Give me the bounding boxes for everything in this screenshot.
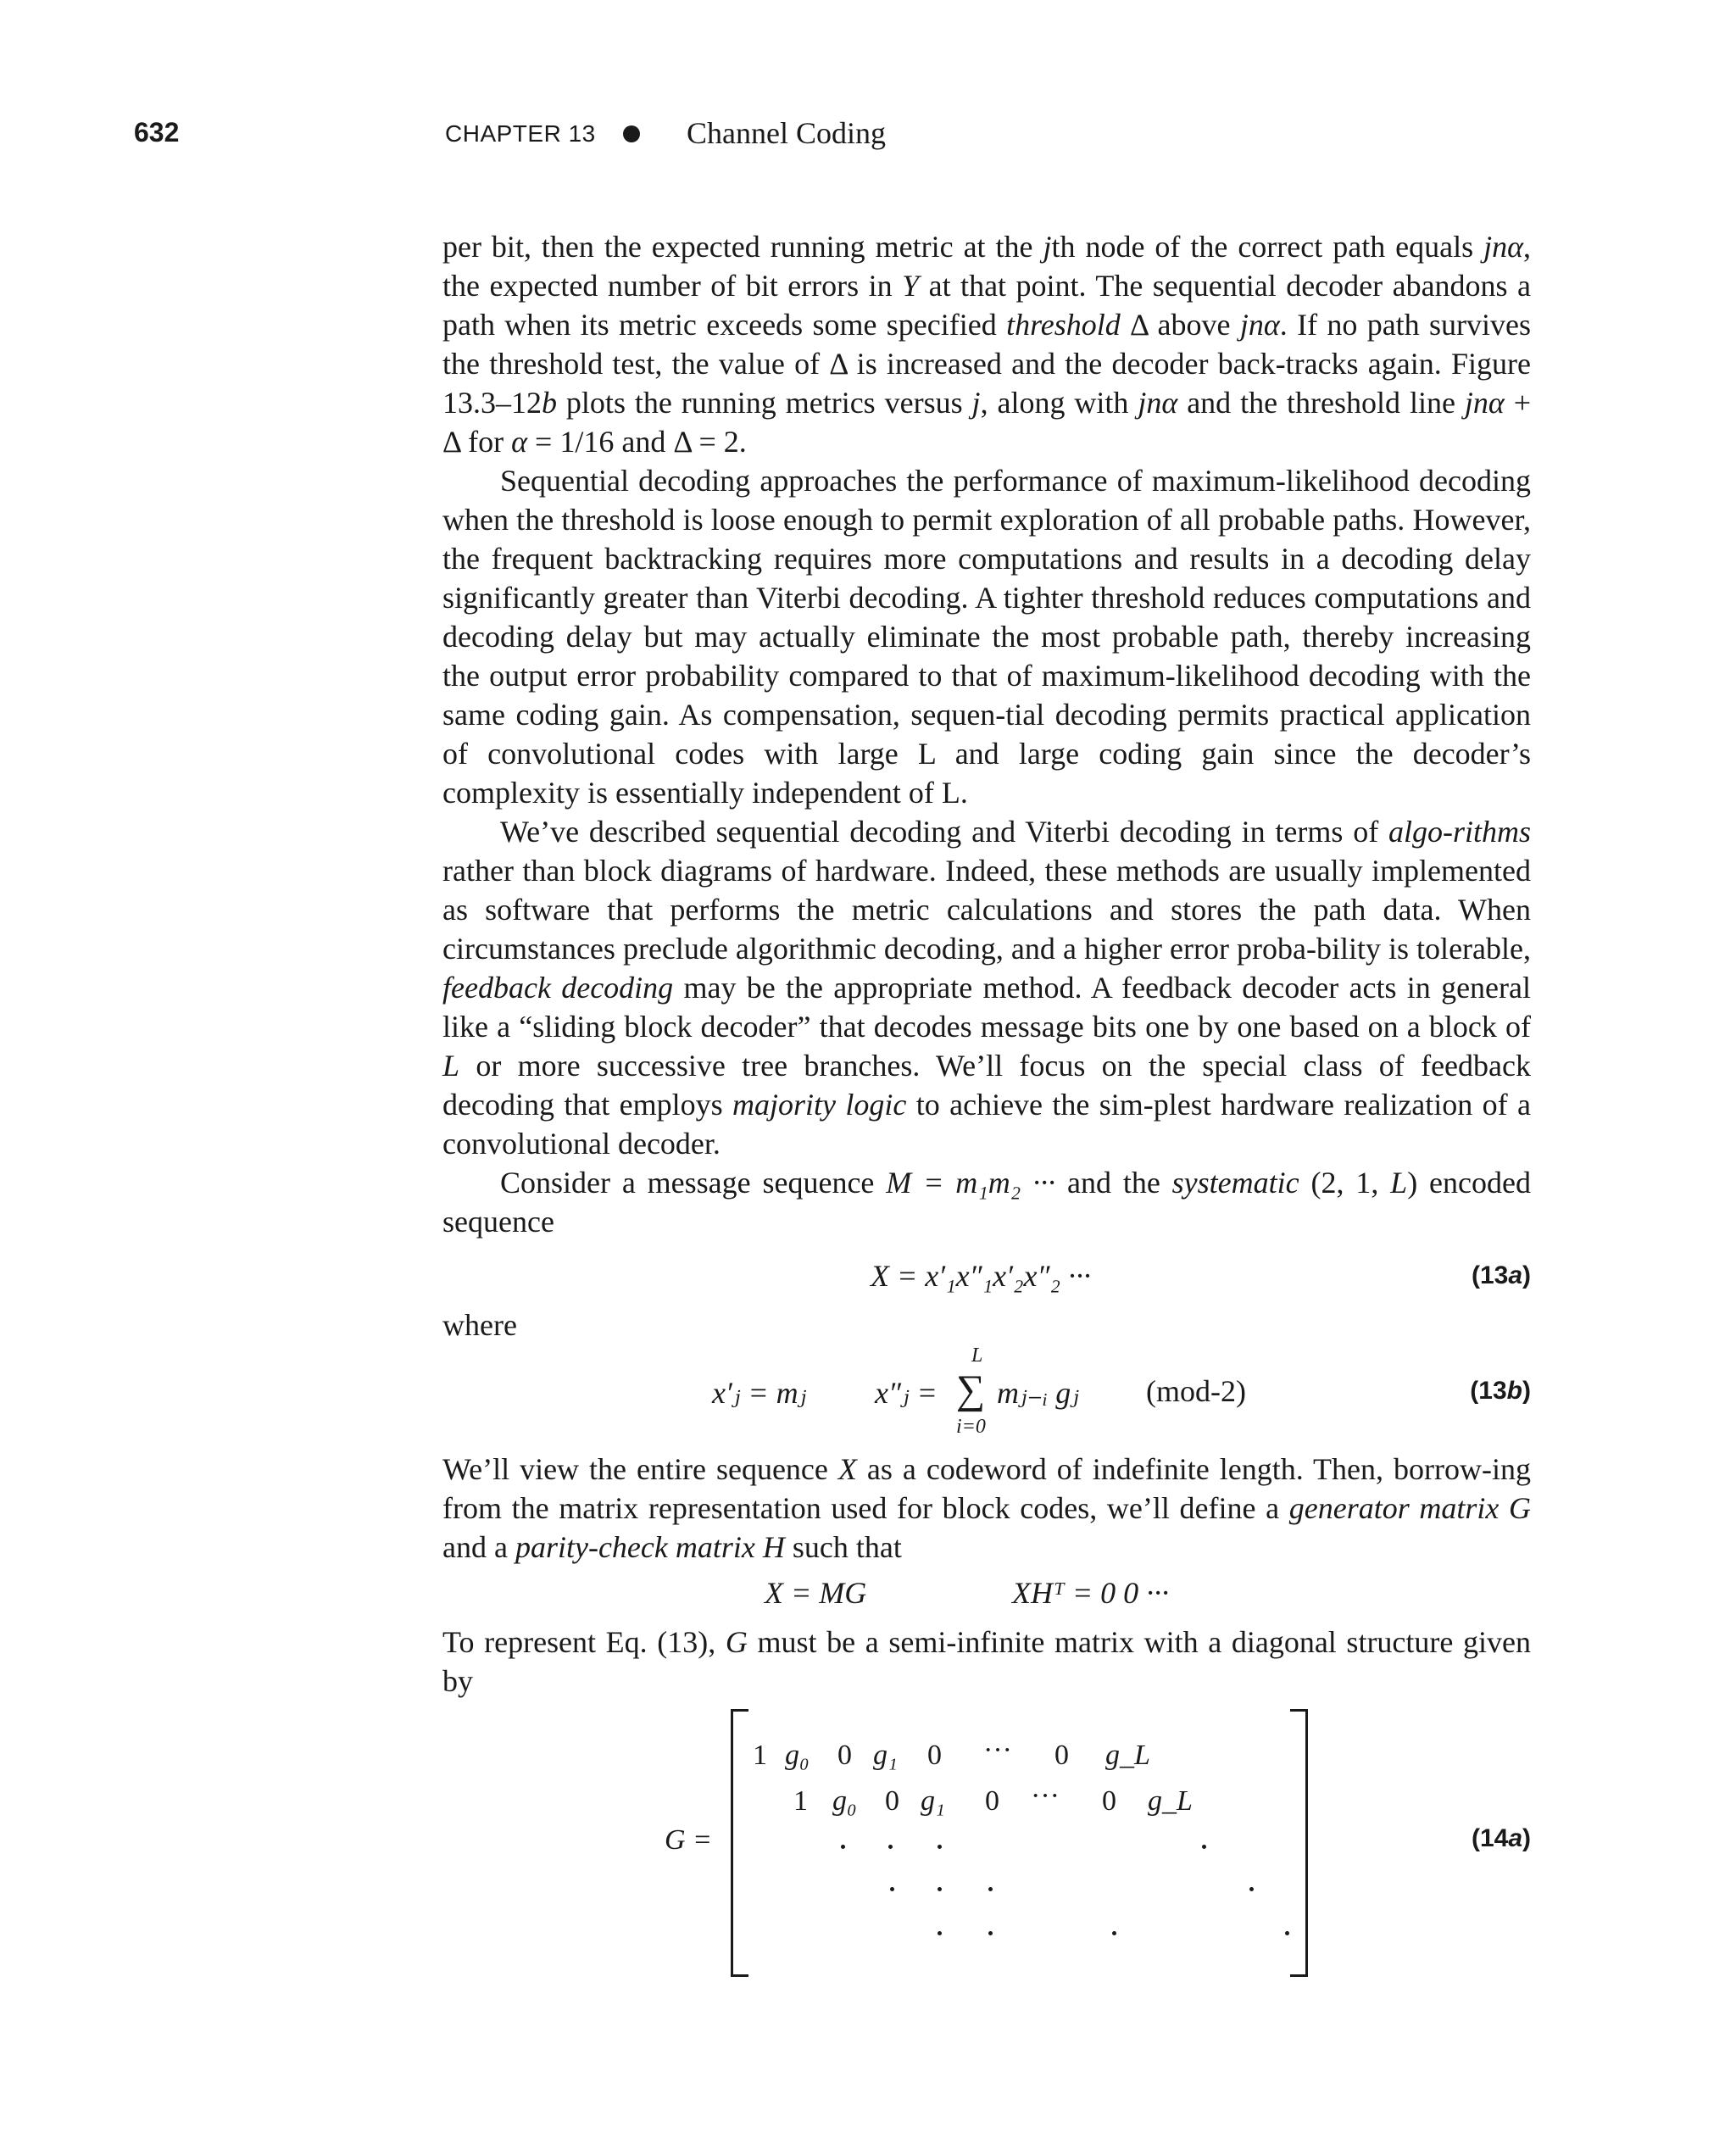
math-jna: jnα [1464,386,1505,420]
text: + Δ for [442,386,1532,459]
paragraph-3 [442,812,1531,1163]
page-body [442,227,1531,1980]
text: as a codeword of indefinite length. Then, borrow-ing from the matrix representation used for block codes, we’ll define a [442,1452,1531,1525]
matrix-lhs: G = [665,1824,712,1856]
text: may be the appropriate method. A feedback decoder acts in general like a “sliding block decoder” that decodes message bits one by one based on a block of [442,971,1531,1044]
text: We’ve described sequential decoding and Viterbi decoding in terms of [500,815,1388,849]
paragraph-1 [442,227,1531,461]
right-bracket [1290,1709,1308,1977]
ellipsis-dot [988,1931,993,1935]
text: = 1/16 and Δ = 2. [527,425,747,459]
math-y: Y [902,269,920,303]
text: or more successive tree branches. We’ll focus on the special class of feedback decoding that employs [442,1049,1531,1122]
paragraph-4 [442,1163,1531,1241]
ellipsis-dot [988,1887,993,1891]
where-text: where [442,1308,517,1342]
ellipsis-dot [938,1931,942,1935]
math-g: G [725,1625,748,1659]
ellipsis-dot [841,1845,845,1849]
text: , the expected number of bit errors in [442,230,1532,303]
ellipsis-dot [938,1845,942,1849]
equation-13a-expr: X = x′₁x″₁x′₂x″₂ ··· [871,1259,1091,1293]
running-title: Channel Coding [687,116,886,150]
text: th node of the correct path equals [1051,230,1484,264]
text: to achieve the sim-plest hardware realization of a convolutional decoder. [442,1088,1531,1161]
ellipsis-dot [890,1887,894,1891]
matrix-cell: g₀ [785,1740,810,1771]
math-l: L [1390,1166,1408,1200]
term-algorithms: algo-rithms [1388,815,1531,849]
text: Δ above [1120,308,1240,342]
matrix-cell: 1 [793,1785,808,1817]
text: To represent Eq. (13), [442,1625,726,1659]
bullet-icon [623,125,640,142]
text: Consider a message sequence [500,1166,887,1200]
ellipsis-dot [1285,1931,1289,1935]
term-feedback-decoding: feedback decoding [442,971,674,1005]
math-jna: jnα [1138,386,1178,420]
summand: mⱼ₋ᵢ gⱼ [997,1376,1079,1410]
text: and the threshold line [1177,386,1465,420]
matrix-cell: 1 [753,1740,767,1771]
equation-x-mg-left: X = MG [765,1576,867,1610]
matrix-cell: 0 [1102,1785,1116,1817]
matrix-cell: 0 [885,1785,899,1817]
math-message-seq: M = m₁m₂ ··· [886,1166,1056,1200]
paragraph-2: Sequential decoding approaches the performance of maximum-likelihood decoding when the threshold is loose enough to permit exploration of all probable paths. However, the frequent backtracking requires more computations and results in a decoding delay significantly greater than Viterbi decoding. A tighter threshold reduces computations and decoding delay but may actually eliminate the most probable path, thereby increasing the output error probability compared to that of maximum-likelihood decoding with the same coding gain. As compensation, sequen-tial decoding permits practical application of convolutional codes with large L and large coding gain since the decoder’s complexity is essentially independent of L. [442,464,1531,810]
text: and a [442,1530,515,1564]
matrix-cell: g₀ [832,1785,857,1817]
matrix-cell: 0 [985,1785,999,1817]
equation-13a [442,1258,1531,1297]
ellipsis-dot [1112,1931,1116,1935]
equation-x-mg [442,1570,1531,1617]
text: at that point. The sequential decoder abandons a path when its metric exceeds some specified [442,269,1532,342]
matrix-cell: ··· [983,1734,1012,1766]
term-parity-check-matrix: parity-check matrix H [515,1530,785,1564]
text: , along with [980,386,1138,420]
math-alpha: α [511,425,528,459]
text: plots the running metrics versus [557,386,972,420]
page-header [0,117,1736,159]
tag-number: 14 [1479,1824,1509,1852]
term-systematic: systematic [1171,1166,1299,1200]
matrix-cell: g₁ [921,1785,945,1817]
text: such that [784,1530,902,1564]
sum-sign: ∑ [956,1367,986,1412]
math-x: X [837,1452,857,1486]
paragraph-5 [442,1450,1531,1567]
math-l: L [442,1049,460,1083]
term-generator-matrix: generator matrix G [1288,1491,1531,1525]
tag-number: 13 [1478,1377,1507,1405]
page-number: 632 [134,117,180,148]
term-majority-logic: majority logic [732,1088,907,1122]
matrix-cell: g_L [1105,1740,1150,1771]
text: and the [1055,1166,1172,1200]
text: . If no path survives the threshold test, the value of Δ is increased and the decoder back-tracks again. Figure 13.3–12 [442,308,1531,420]
ellipsis-dot [938,1887,942,1891]
paragraph-6 [442,1623,1531,1701]
figure-ref-letter: b [542,386,557,420]
ellipsis-dot [1249,1887,1254,1891]
math-j: j [1043,230,1052,264]
equation-13b-lhs1: x′ⱼ = mⱼ [712,1376,807,1410]
tag-number: 13 [1479,1261,1509,1289]
text: ) encoded sequence [442,1166,1531,1239]
equation-14a [442,1709,1531,1980]
sum-lower-limit: i=0 [956,1416,986,1438]
matrix-cell: 0 [1054,1740,1069,1771]
math-j: j [971,386,981,420]
chapter-label: CHAPTER 13 [445,120,596,147]
equation-tag: (14a) [1471,1824,1531,1852]
text: per bit, then the expected running metric at the [442,230,1043,264]
sum-upper-limit: L [971,1345,983,1367]
tag-letter: b [1506,1377,1522,1405]
tag-letter: a [1508,1261,1522,1289]
equation-tag: (13a) [1471,1261,1531,1289]
equation-13b [442,1345,1531,1438]
text: rather than block diagrams of hardware. Indeed, these methods are usually implemented as software that performs the metric calculations and stores the path data. When circumstances preclude algorithmic decoding, and a higher error proba-bility is tolerable, [442,854,1531,966]
equation-x-mg-right: XHᵀ = 0 0 ··· [1012,1576,1170,1610]
text: We’ll view the entire sequence [442,1452,838,1486]
math-jna: jnα [1239,308,1280,342]
tag-letter: a [1508,1824,1522,1852]
mod-2-label: (mod-2) [1146,1374,1246,1408]
text: must be a semi-infinite matrix with a diagonal structure given by [442,1625,1531,1698]
matrix-cell: ··· [1031,1780,1060,1812]
ellipsis-dot [1202,1845,1206,1849]
matrix-cell: g₁ [873,1740,898,1771]
math-jna: jnα [1483,230,1524,264]
equation-tag: (13b) [1470,1377,1531,1405]
equation-13b-lhs2: x″ⱼ = [875,1376,938,1410]
left-bracket [731,1709,748,1977]
term-threshold: threshold [1006,308,1121,342]
text: (2, 1, [1299,1166,1391,1200]
matrix-cell: 0 [837,1740,852,1771]
matrix-cell: 0 [927,1740,942,1771]
ellipsis-dot [888,1845,893,1849]
matrix-cell: g_L [1148,1785,1193,1817]
